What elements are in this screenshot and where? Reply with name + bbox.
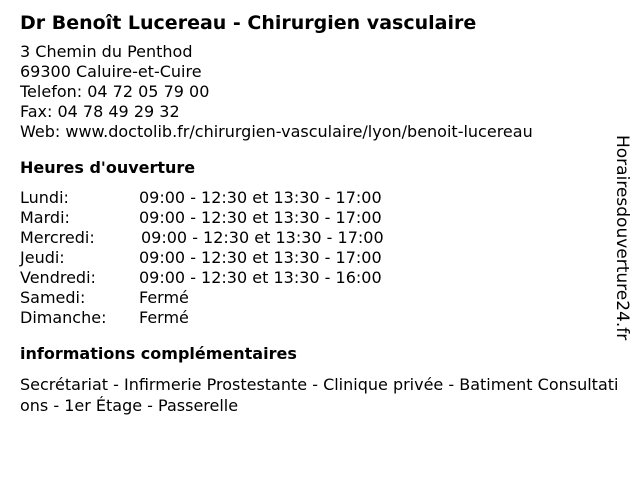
hours-row-sunday	[20, 308, 610, 328]
hours-row-tuesday	[20, 208, 610, 228]
day-hours: 09:00 - 12:30 et 13:30 - 17:00	[139, 248, 382, 267]
hours-row-friday	[20, 268, 610, 288]
day-hours: Fermé	[139, 288, 189, 307]
hours-row-monday	[20, 188, 610, 208]
day-hours: 09:00 - 12:30 et 13:30 - 16:00	[139, 268, 382, 287]
page-title: Dr Benoît Lucereau - Chirurgien vasculaire	[20, 12, 477, 34]
day-hours: 09:00 - 12:30 et 13:30 - 17:00	[139, 208, 382, 227]
listing-card	[20, 10, 619, 416]
day-label: Mercredi:	[20, 228, 95, 247]
day-label: Vendredi:	[20, 268, 96, 287]
additional-info-text: Secrétariat - Infirmerie Prostestante - Clinique privée - Batiment Consultations - 1er Étage - Passerelle	[20, 375, 619, 415]
day-hours: Fermé	[139, 308, 189, 327]
day-label: Samedi:	[20, 288, 86, 307]
site-watermark-text: Horairesdouverture24.fr	[612, 135, 632, 341]
opening-hours-heading: Heures d'ouverture	[20, 158, 196, 177]
hours-row-thursday	[20, 248, 610, 268]
hours-row-wednesday	[20, 228, 610, 248]
day-label: Mardi:	[20, 208, 70, 227]
additional-info-heading: informations complémentaires	[20, 344, 297, 363]
address-street: 3 Chemin du Penthod	[20, 42, 193, 61]
hours-row-saturday	[20, 288, 610, 308]
day-label: Jeudi:	[20, 248, 65, 267]
phone-number: Telefon: 04 72 05 79 00	[20, 82, 210, 101]
day-hours: 09:00 - 12:30 et 13:30 - 17:00	[139, 188, 382, 207]
opening-hours-table	[20, 188, 610, 328]
website-text: Web: www.doctolib.fr/chirurgien-vasculaire/lyon/benoit-lucereau	[20, 122, 533, 141]
fax-number: Fax: 04 78 49 29 32	[20, 102, 180, 121]
day-hours: 09:00 - 12:30 et 13:30 - 17:00	[141, 228, 384, 247]
day-label: Dimanche:	[20, 308, 107, 327]
day-label: Lundi:	[20, 188, 69, 207]
address-city: 69300 Caluire-et-Cuire	[20, 62, 202, 81]
